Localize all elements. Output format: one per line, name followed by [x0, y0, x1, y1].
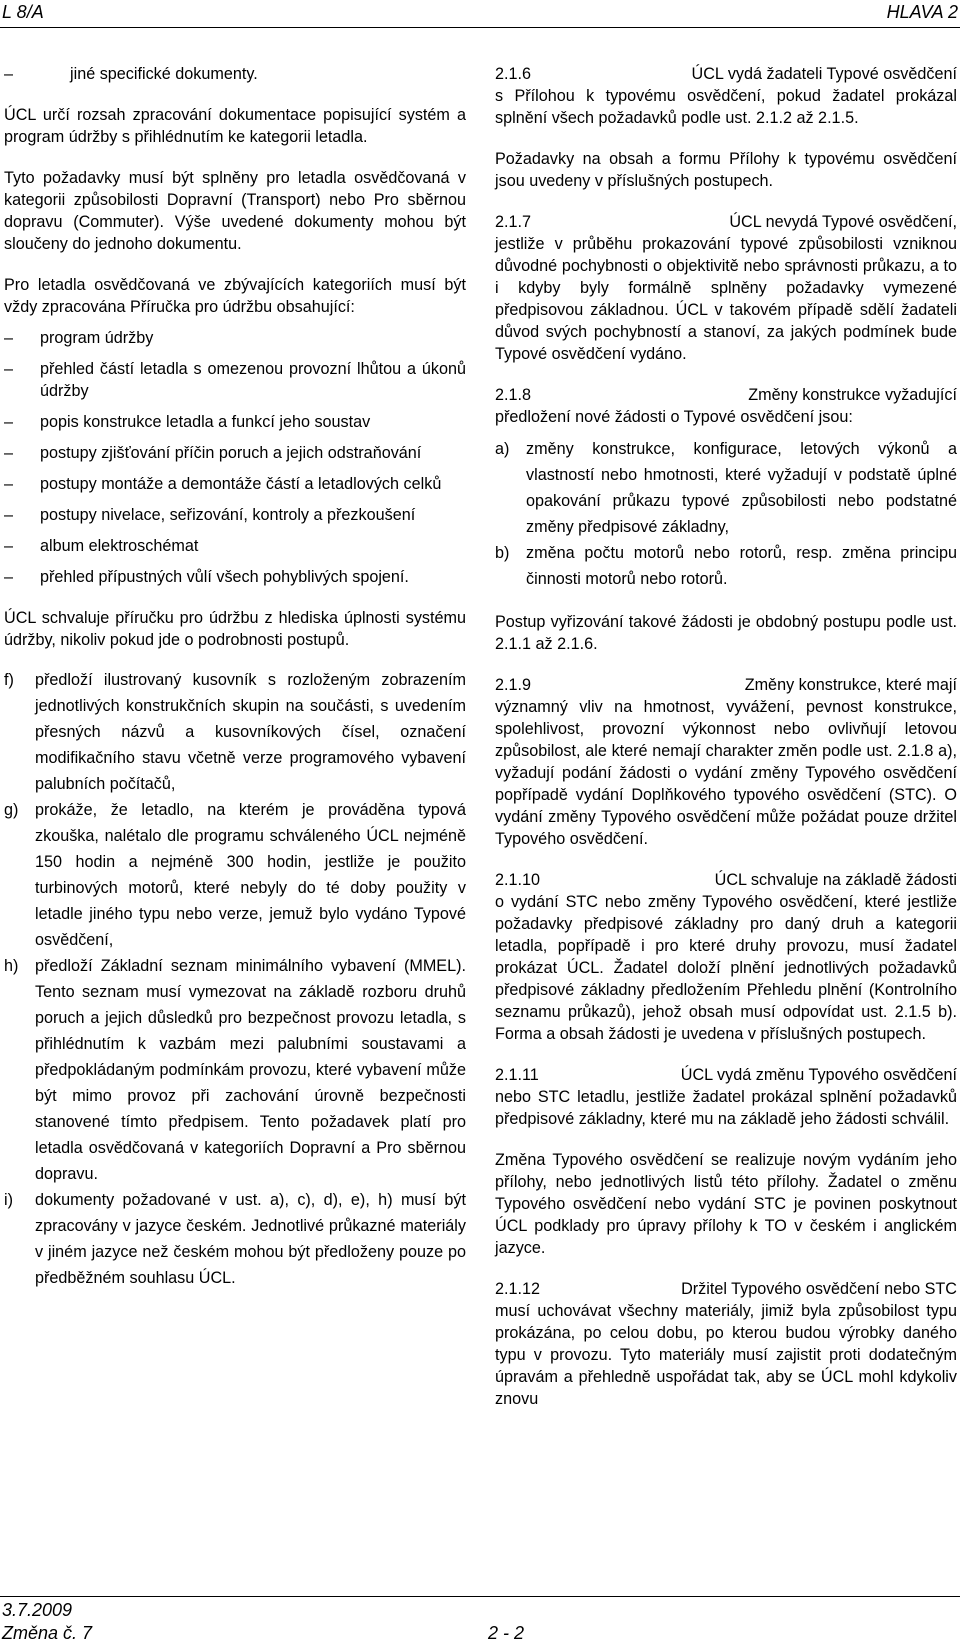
- section-number: 2.1.7: [495, 213, 532, 231]
- section-head: ÚCL vydá změnu Typového osvědčení: [680, 1066, 957, 1084]
- section-head: ÚCL schvaluje na základě žádosti: [714, 871, 957, 889]
- item-text: změna počtu motorů nebo rotorů, resp. změna principu činnosti motorů nebo rotorů.: [526, 544, 957, 588]
- section-head: ÚCL vydá žadateli Typové osvědčení: [691, 65, 957, 83]
- paragraph: Změna Typového osvědčení se realizuje novým vydáním jeho přílohy, nebo jednotlivých listů této přílohy. Žadatel o změnu Typového osvědčení nebo vydání STC je povinen poskytnout ÚCL podklady pro úpravy přílohy k TO v českém i anglickém jazyce.: [495, 1151, 957, 1257]
- dash-item: – program údržby: [4, 327, 466, 349]
- paragraph: Požadavky na obsah a formu Přílohy k typovému osvědčení jsou uvedeny v příslušných postupech.: [495, 150, 957, 190]
- right-column: [495, 63, 957, 1410]
- dash-item-text: přehled přípustných vůlí všech pohyblivých spojení.: [40, 568, 409, 586]
- section-2-1-6: [495, 63, 957, 129]
- dash-item-text: jiné specifické dokumenty.: [70, 65, 258, 83]
- section-text: musí uchovávat všechny materiály, jimiž byla způsobilost typu prokázána, po celou dobu, po kterou budou výrobky daného typu v provozu. Tyto materiály musí zajistit proti dodatečným úpravám a přehledně uspořádat tak, aby se ÚCL mohl kdykoliv znovu: [495, 1302, 957, 1408]
- section-2-1-8: [495, 384, 957, 428]
- section-text: s Přílohou k typovému osvědčení, pokud žadatel prokázal splnění všech požadavků podle ust. 2.1.2 až 2.1.5.: [495, 87, 957, 127]
- section-number: 2.1.8: [495, 386, 532, 404]
- paragraph: Tyto požadavky musí být splněny pro letadla osvědčovaná v kategorii způsobilosti Dopravní (Transport) nebo Pro sběrnou dopravu (Commuter). Výše uvedené dokumenty mohou být sloučeny do jednoho dokumentu.: [4, 169, 466, 253]
- section-head: ÚCL nevydá Typové osvědčení,: [729, 213, 957, 231]
- dash-item: – postupy nivelace, seřizování, kontroly a přezkoušení: [4, 504, 466, 526]
- list-item: [4, 667, 466, 797]
- dash-item-text: album elektroschémat: [40, 537, 199, 555]
- item-mark: g): [4, 801, 19, 819]
- item-mark: i): [4, 1191, 13, 1209]
- section-number: 2.1.12: [495, 1280, 541, 1298]
- dash-item-text: postupy nivelace, seřizování, kontroly a přezkoušení: [40, 506, 416, 524]
- section-number: 2.1.6: [495, 65, 532, 83]
- item-text: prokáže, že letadlo, na kterém je prováděna typová zkouška, nalétalo dle programu schváleného ÚCL nejméně 150 hodin a nejméně 300 hodin, jestliže je použito turbinových motorů, které nebyly do té doby použity v letadle jiného typu nebo verze, jemuž bylo vydáno Typové osvědčení,: [35, 801, 466, 949]
- paragraph: Pro letadla osvědčovaná ve zbývajících kategoriích musí být vždy zpracována Příručka pro údržbu obsahující:: [4, 276, 466, 316]
- paragraph: ÚCL určí rozsah zpracování dokumentace popisující systém a program údržby s přihlédnutím ke kategorii letadla.: [4, 106, 466, 146]
- paragraph: ÚCL schvaluje příručku pro údržbu z hlediska úplnosti systému údržby, nikoliv pokud jde o podrobnosti postupů.: [4, 609, 466, 649]
- list-item: [4, 953, 466, 1187]
- section-2-1-7: [495, 211, 957, 365]
- dash-item-text: popis konstrukce letadla a funkcí jeho soustav: [40, 413, 371, 431]
- section-head: Držitel Typového osvědčení nebo STC: [681, 1280, 957, 1298]
- list-item: [4, 797, 466, 953]
- footer-rule: [0, 1596, 960, 1597]
- dash-item-text: přehled částí letadla s omezenou provozní lhůtou a úkonů údržby: [40, 360, 466, 400]
- item-mark: f): [4, 671, 14, 689]
- item-text: předloží ilustrovaný kusovník s rozloženým zobrazením jednotlivých konstrukčních skupin na součásti, s uvedením přesných názvů a kusovníkových čísel, označení modifikačního stavu včetně verze programového vybavení palubních počítačů,: [35, 671, 466, 793]
- section-text: o vydání STC nebo změny Typového osvědčení, které jestliže požadavky předpisové základny pro daný druh a kategorii letadla, popřípadě i pro které druhy provozu, musí žadatel prokázat ÚCL. Žadatel doloží plnění jednotlivých požadavků předpisové základny předložením Přehledu plnění (Kontrolního seznamu průkazů), jehož obsah musí odpovídat ust. 2.1.5 b). Forma a obsah žádosti je uvedena v příslušných postupech.: [495, 893, 957, 1043]
- section-head: Změny konstrukce, které mají: [744, 676, 957, 694]
- dash-item: – album elektroschémat: [4, 535, 466, 557]
- lettered-list: [495, 436, 957, 592]
- section-text: jestliže v průběhu prokazování typové způsobilosti vzniknou důvodné pochybnosti o objektivitě nebo správnosti průkazu, a to i kdyby byly formálně splněny požadavky vymezené předpisovou základnou. ÚCL v takovém případě sdělí žadateli důvod svých pochybností a stanoví, za jakých podmínek bude Typové osvědčení vydáno.: [495, 235, 957, 363]
- footer-change: Změna č. 7: [2, 1623, 93, 1643]
- section-2-1-12: [495, 1278, 957, 1410]
- dash-item: – popis konstrukce letadla a funkcí jeho soustav: [4, 411, 466, 433]
- section-2-1-9: [495, 674, 957, 850]
- section-head: Změny konstrukce vyžadující: [748, 386, 957, 404]
- page-header: [0, 0, 960, 24]
- item-text: předloží Základní seznam minimálního vybavení (MMEL). Tento seznam musí vymezovat na základě rozboru druhů poruch a jejich důsledků pro bezpečnost provozu letadla, s přihlédnutím k vazbám mezi palubními soustavami a předpokládaným podmínkám provozu, které vybavení může být mimo provoz při zachování úrovně bezpečnosti stanovené tímto předpisem. Tento požadavek platí pro letadla osvědčovaná v kategoriích Dopravní a Pro sběrnou dopravu.: [35, 957, 466, 1183]
- item-mark: h): [4, 957, 19, 975]
- lettered-list: [4, 667, 466, 1291]
- dash-item: – postupy zjišťování příčin poruch a jejich odstraňování: [4, 442, 466, 464]
- section-number: 2.1.11: [495, 1066, 539, 1084]
- left-column: [4, 63, 466, 1291]
- footer-date: 3.7.2009: [2, 1600, 73, 1620]
- section-text: předložení nové žádosti o Typové osvědčení jsou:: [495, 408, 853, 426]
- section-text: významný vliv na hmotnost, vyvážení, pevnost konstrukce, spolehlivost, provozní výkonnost nebo ovlivňují letovou způsobilost, ale které nemají charakter změn podle ust. 2.1.8 a), vyžadují podání žádosti o vydání změny Typového osvědčení popřípadě vydání Doplňkového typového osvědčení (STC). O vydání změny Typového osvědčení může požádat pouze držitel Typového osvědčení.: [495, 698, 957, 848]
- dash-list: [4, 327, 466, 588]
- section-number: 2.1.9: [495, 676, 532, 694]
- dash-item: – přehled přípustných vůlí všech pohyblivých spojení.: [4, 566, 466, 588]
- dash-item: – přehled částí letadla s omezenou provozní lhůtou a úkonů údržby: [4, 360, 466, 400]
- dash-item-text: postupy zjišťování příčin poruch a jejich odstraňování: [40, 444, 422, 462]
- dash-item: – postupy montáže a demontáže částí a letadlových celků: [4, 473, 466, 495]
- dash-item: – jiné specifické dokumenty.: [4, 63, 466, 85]
- header-right: HLAVA 2: [886, 2, 958, 22]
- header-left: L 8/A: [2, 2, 44, 22]
- item-mark: a): [495, 440, 510, 458]
- section-number: 2.1.10: [495, 871, 541, 889]
- dash-item-text: program údržby: [40, 329, 154, 347]
- section-2-1-10: [495, 869, 957, 1045]
- section-text: nebo STC letadlu, jestliže žadatel prokázal splnění požadavků předpisové základny, které mu na základě jeho žádosti schválil.: [495, 1088, 957, 1128]
- dash-item-text: postupy montáže a demontáže částí a letadlových celků: [40, 475, 442, 493]
- section-2-1-11: [495, 1064, 957, 1130]
- list-item: [4, 1187, 466, 1291]
- item-mark: b): [495, 544, 510, 562]
- item-text: změny konstrukce, konfigurace, letových výkonů a vlastností nebo hmotnosti, které vyžadují v podstatě úplné opakování průkazu typové způsobilosti nebo podstatné změny předpisové základny,: [526, 440, 957, 536]
- paragraph: Postup vyřizování takové žádosti je obdobný postupu podle ust. 2.1.1 až 2.1.6.: [495, 613, 957, 653]
- item-text: dokumenty požadované v ust. a), c), d), e), h) musí být zpracovány v jazyce českém. Jednotlivé průkazné materiály v jiném jazyce než českém mohou být předloženy pouze po předběžném souhlasu ÚCL.: [35, 1191, 466, 1287]
- header-rule: [0, 27, 960, 28]
- list-item: [495, 436, 957, 540]
- footer-page-number: 2 - 2: [488, 1623, 525, 1643]
- list-item: [495, 540, 957, 592]
